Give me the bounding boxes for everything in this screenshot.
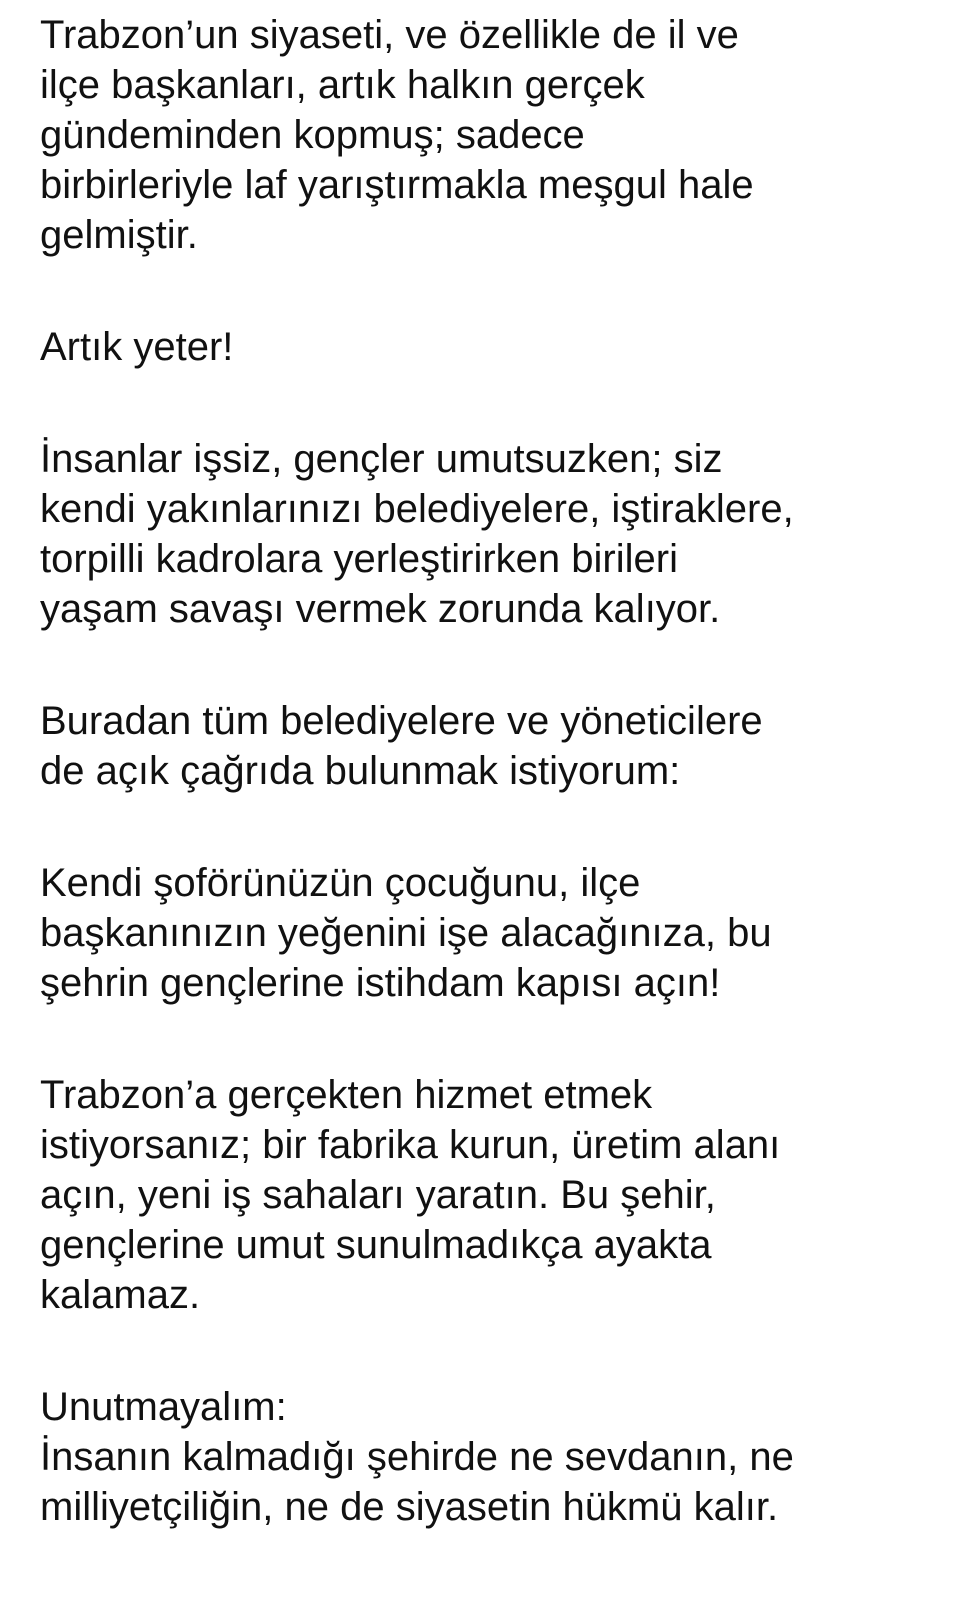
paragraph-build-factory: Trabzon’a gerçekten hizmet etmek istiyorsanız; bir fabrika kurun, üretim alanı açın, yeni iş sahaları yaratın. Bu şehir, gençlerine umut sunulmadıkça ayakta kalamaz. — [40, 1073, 781, 1317]
paragraph-open-call: Buradan tüm belediyelere ve yöneticilere de açık çağrıda bulunmak istiyorum: — [40, 699, 763, 793]
paragraph-closing: Unutmayalım: İnsanın kalmadığı şehirde ne sevdanın, ne milliyetçiliğin, ne de siyasetin hükmü kalır. — [40, 1385, 794, 1529]
paragraph-enough: Artık yeter! — [40, 325, 234, 369]
note-body — [40, 10, 930, 1532]
paragraph-politics: Trabzon’un siyaseti, ve özellikle de il ve ilçe başkanları, artık halkın gerçek gündeminden kopmuş; sadece birbirleriyle laf yarıştırmakla meşgul hale gelmiştir. — [40, 13, 754, 257]
paragraph-unemployment: İnsanlar işsiz, gençler umutsuzken; siz kendi yakınlarınızı belediyelere, iştiraklere, torpilli kadrolara yerleştirirken birileri yaşam savaşı vermek zorunda kalıyor. — [40, 437, 794, 631]
paragraph-employment-door: Kendi şoförünüzün çocuğunu, ilçe başkanınızın yeğenini işe alacağınıza, bu şehrin gençlerine istihdam kapısı açın! — [40, 861, 772, 1005]
